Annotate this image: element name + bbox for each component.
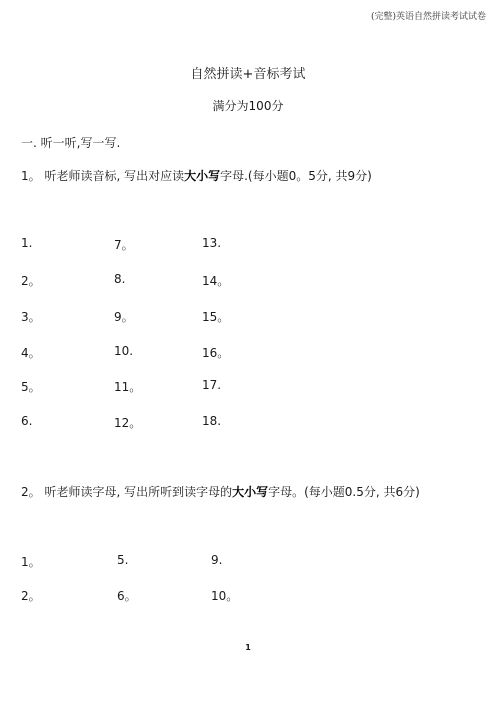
- q1-item: 13.: [202, 236, 222, 250]
- q1-item: 5。: [21, 380, 41, 394]
- question-1-emphasis: 大小写: [184, 169, 221, 183]
- question-1-prompt: [21, 167, 372, 184]
- q2-item: 9.: [211, 553, 223, 567]
- q1-item: 18.: [202, 414, 222, 428]
- question-2-prompt-start: 2。 听老师读字母, 写出所听到读字母的: [21, 485, 233, 499]
- question-2-prompt-end: 字母。(每小题0.5分, 共6分): [268, 485, 420, 499]
- q1-item: 1.: [21, 236, 33, 250]
- q1-item: 8.: [114, 272, 126, 286]
- q1-item: 17.: [202, 378, 222, 392]
- q1-item: 14。: [202, 274, 230, 288]
- question-1-prompt-end: 字母.(每小题0。5分, 共9分): [220, 169, 372, 183]
- question-1-prompt-start: 1。 听老师读音标, 写出对应读: [21, 169, 185, 183]
- q2-item: 6。: [117, 589, 137, 603]
- section-heading: 一. 听一听,写一写.: [21, 136, 121, 150]
- q1-item: 7。: [114, 238, 134, 252]
- q2-item: 5.: [117, 553, 129, 567]
- page-number: 1: [245, 643, 251, 652]
- q1-item: 11。: [114, 380, 142, 394]
- q1-item: 10.: [114, 344, 134, 358]
- q1-item: 4。: [21, 346, 41, 360]
- q1-item: 9。: [114, 310, 134, 324]
- q2-item: 2。: [21, 589, 41, 603]
- q1-item: 6.: [21, 414, 33, 428]
- question-2-prompt: [21, 483, 420, 500]
- header-note: (完整)英语自然拼读考试试卷: [370, 12, 486, 22]
- q1-item: 16。: [202, 346, 230, 360]
- q1-item: 15。: [202, 310, 230, 324]
- q2-item: 1。: [21, 555, 41, 569]
- page-title: 自然拼读+音标考试: [190, 67, 306, 82]
- page-subtitle: 满分为100分: [212, 99, 284, 113]
- q1-item: 12。: [114, 416, 142, 430]
- question-2-emphasis: 大小写: [232, 485, 269, 499]
- q2-item: 10。: [211, 589, 239, 603]
- q1-item: 2。: [21, 274, 41, 288]
- q1-item: 3。: [21, 310, 41, 324]
